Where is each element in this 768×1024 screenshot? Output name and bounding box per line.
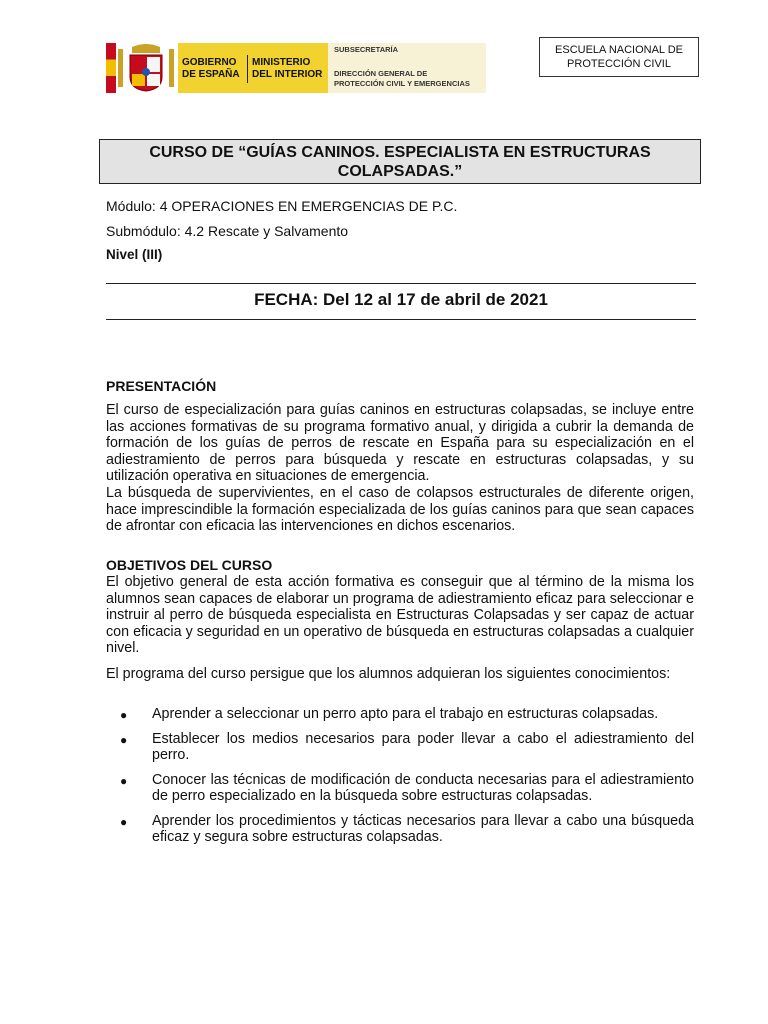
coat-of-arms-icon [118, 43, 174, 93]
objetivos-paragraph-1: El objetivo general de esta acción formativa es conseguir que al término de la misma los alumnos sean capaces de elaborar un programa de adiestramiento eficaz para seleccionar e instruir al perro de búsqueda especialista en Estructuras Colapsadas y ser capaz de actuar con eficacia y seguridad en un operativo de búsqueda en estructuras colapsadas a cualquier nivel. [106, 574, 694, 656]
list-item: ● Aprender a seleccionar un perro apto para el trabajo en estructuras colapsadas. [120, 706, 659, 722]
flag-stripe [106, 43, 116, 93]
ministerio-label: MINISTERIO DEL INTERIOR [252, 57, 323, 80]
nivel-line: Nivel (III) [106, 247, 163, 262]
school-box: ESCUELA NACIONAL DE PROTECCIÓN CIVIL [539, 37, 699, 77]
list-item: ● Aprender los procedimientos y tácticas necesarios para llevar a cabo una búsqueda eficaz y segura sobre estructuras colapsadas. [120, 812, 694, 845]
government-logo [106, 43, 486, 93]
bullet-icon: ● [120, 708, 128, 722]
subsecretaria-label: SUBSECRETARÍA [334, 45, 399, 54]
objetivos-paragraph-2: El programa del curso persigue que los alumnos adquieran los siguientes conocimientos: [106, 666, 671, 682]
direccion-general-label: DIRECCIÓN GENERAL DE PROTECCIÓN CIVIL Y EMERGENCIAS [334, 69, 470, 88]
course-date: FECHA: Del 12 al 17 de abril de 2021 [254, 290, 548, 309]
bullet-icon: ● [120, 732, 128, 747]
course-title: CURSO DE “GUÍAS CANINOS. ESPECIALISTA EN ESTRUCTURAS COLAPSADAS.” [99, 139, 701, 184]
objetivos-heading: OBJETIVOS DEL CURSO [106, 557, 273, 573]
list-item: ● Establecer los medios necesarios para poder llevar a cabo el adiestramiento del perro. [120, 730, 694, 763]
bullet-icon: ● [120, 773, 128, 788]
submodulo-line: Submódulo: 4.2 Rescate y Salvamento [106, 223, 349, 239]
modulo-line: Módulo: 4 OPERACIONES EN EMERGENCIAS DE P.C. [106, 198, 458, 214]
objetivos-list [106, 706, 694, 854]
presentacion-paragraph-1: El curso de especialización para guías caninos en estructuras colapsadas, se incluye entre las acciones formativas de su programa formativo anual, y dirigida a cubrir la demanda de formación de los guías de perros de rescate en España para su especialización en el adiestramiento de perros para búsqueda y rescate en estructuras colapsadas, y su utilización operativa en situaciones de emergencia. [106, 402, 694, 484]
bullet-icon: ● [120, 814, 128, 829]
presentacion-paragraph-2: La búsqueda de supervivientes, en el caso de colapsos estructurales de diferente origen, hace imprescindible la formación especializada de los guías caninos para que sean capaces de afrontar con eficacia las intervenciones en dichos escenarios. [106, 485, 694, 534]
divider-bottom [106, 319, 696, 320]
gobierno-label: GOBIERNO DE ESPAÑA [182, 57, 240, 80]
list-item: ● Conocer las técnicas de modificación de conducta necesarias para el adiestramiento de perro especializado en la búsqueda sobre estructuras colapsadas. [120, 771, 694, 804]
divider-top [106, 283, 696, 284]
presentacion-heading: PRESENTACIÓN [106, 378, 217, 394]
